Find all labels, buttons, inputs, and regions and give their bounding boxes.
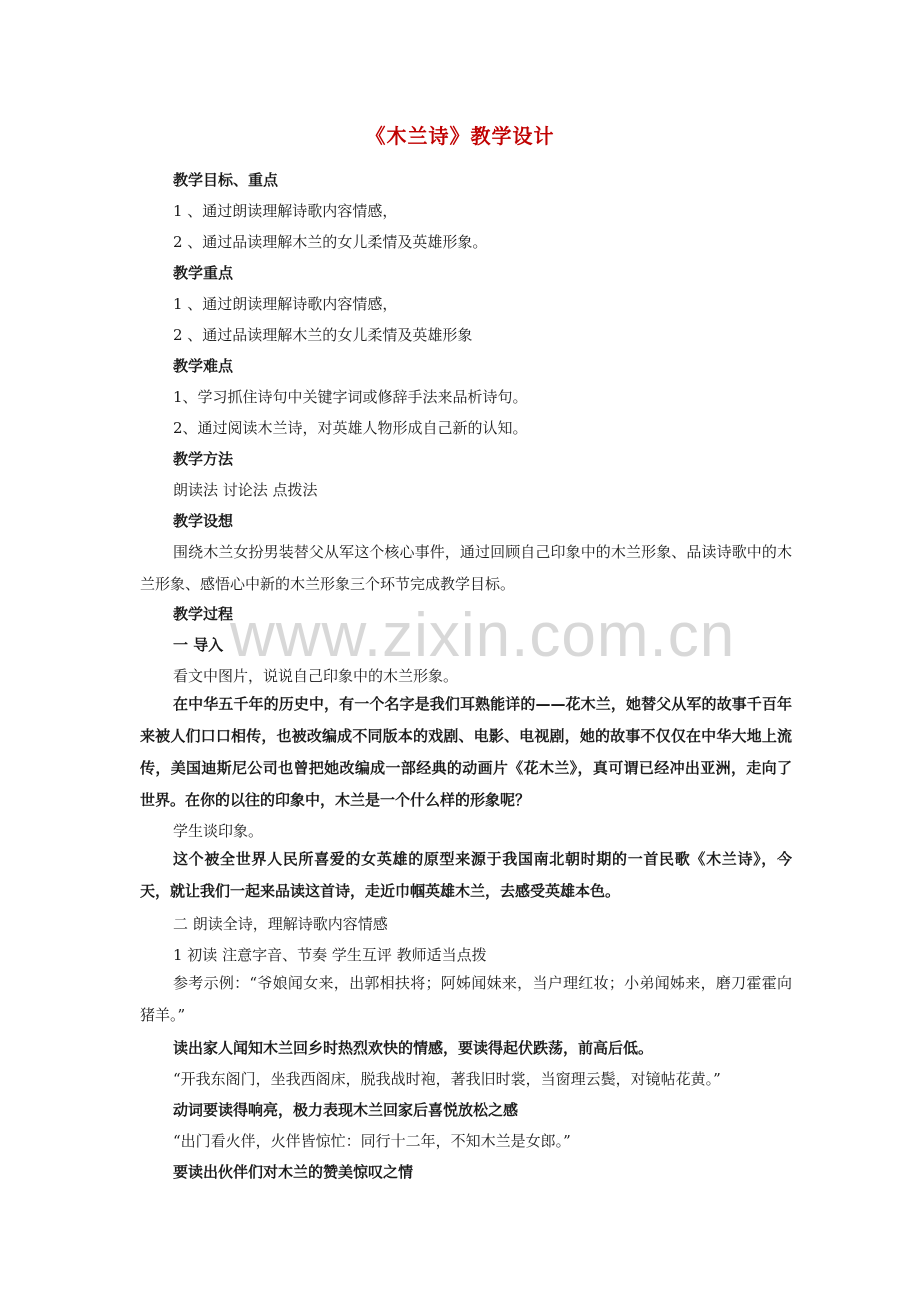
difficulty-item-1: 1、学习抓住诗句中关键字词或修辞手法来品析诗句。 — [173, 388, 528, 406]
transition-paragraph: 这个被全世界人民所喜爱的女英雄的原型来源于我国南北朝时期的一首民歌《木兰诗》，今天，就让我们一起来品读这首诗，走近巾帼英雄木兰，去感受英雄本色。 — [140, 850, 792, 900]
concept-paragraph: 围绕木兰女扮男装替父从军这个核心事件，通过回顾自己印象中的木兰形象、品读诗歌中的木兰形象、感悟心中新的木兰形象三个环节完成教学目标。 — [140, 543, 792, 593]
key-points-heading: 教学重点 — [173, 264, 234, 282]
reading-note-1: 读出家人闻知木兰回乡时热烈欢快的情感，要读得起伏跌荡，前高后低。 — [173, 1039, 654, 1057]
students-talk: 学生谈印象。 — [173, 822, 264, 840]
intro-task: 看文中图片，说说自己印象中的木兰形象。 — [173, 667, 459, 685]
reading-note-2: 动词要读得响亮，极力表现木兰回家后喜悦放松之感 — [173, 1101, 519, 1119]
key-points-item-1: 1 、通过朗读理解诗歌内容情感， — [173, 295, 398, 313]
process-heading: 教学过程 — [173, 605, 234, 623]
key-points-item-2: 2 、通过品读理解木兰的女儿柔情及英雄形象 — [173, 326, 473, 344]
example-paragraph: 参考示例：“爷娘闻女来，出郭相扶将；阿姊闻妹来，当户理红妆；小弟闻姊来，磨刀霍霍向猪羊。” — [140, 974, 792, 1024]
quote-3: “出门看火伴，火伴皆惊忙：同行十二年，不知木兰是女郎。” — [173, 1132, 571, 1150]
goals-heading: 教学目标、重点 — [173, 171, 279, 189]
difficulty-heading: 教学难点 — [173, 357, 234, 375]
intro-heading: 一 导入 — [173, 636, 224, 654]
concept-heading: 教学设想 — [173, 512, 234, 530]
method-list: 朗读法 讨论法 点拨法 — [173, 481, 318, 499]
first-read: 1 初读 注意字音、节奏 学生互评 教师适当点拨 — [173, 946, 487, 964]
goals-item-2: 2 、通过品读理解木兰的女儿柔情及英雄形象。 — [173, 233, 488, 251]
method-heading: 教学方法 — [173, 450, 234, 468]
watermark: www.zixin.com.cn — [230, 601, 736, 670]
reading-note-3: 要读出伙伴们对木兰的赞美惊叹之情 — [173, 1163, 414, 1181]
difficulty-item-2: 2、通过阅读木兰诗，对英雄人物形成自己新的认知。 — [173, 419, 528, 437]
goals-item-1: 1 、通过朗读理解诗歌内容情感， — [173, 202, 398, 220]
part2-heading: 二 朗读全诗，理解诗歌内容情感 — [173, 915, 388, 933]
intro-paragraph: 在中华五千年的历史中，有一个名字是我们耳熟能详的——花木兰，她替父从军的故事千百年来被人们口口相传，也被改编成不同版本的戏剧、电影、电视剧，她的故事不仅仅在中华大地上流传，美国迪斯尼公司也曾把她改编成一部经典的动画片《花木兰》，真可谓已经冲出亚洲，走向了世界。在你的以往的印象中，木兰是一个什么样的形象呢？ — [140, 695, 792, 809]
quote-2: “开我东阁门，坐我西阁床，脱我战时袍，著我旧时裳，当窗理云鬓，对镜帖花黄。” — [173, 1070, 721, 1088]
document-title: 《木兰诗》教学设计 — [365, 124, 555, 148]
